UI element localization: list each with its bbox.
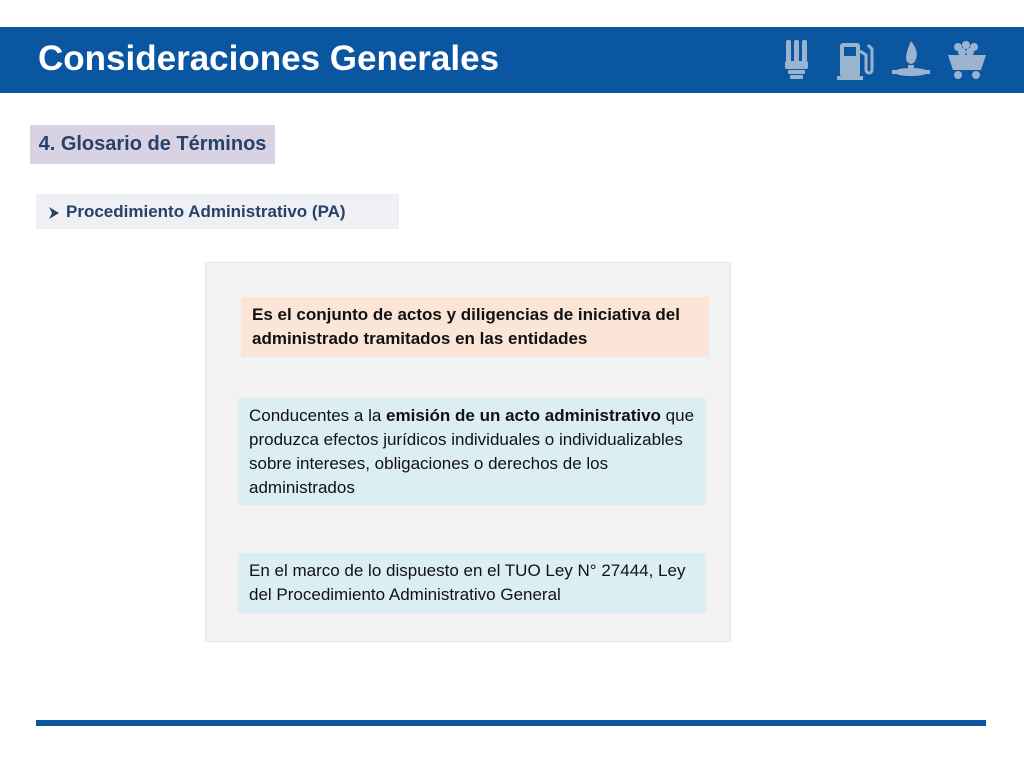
section-heading: 4. Glosario de Términos [30, 125, 275, 164]
conducentes-emphasis: emisión de un acto administrativo [386, 406, 661, 425]
marco-legal-box [238, 553, 706, 613]
term-label-text: Procedimiento Administrativo (PA) [66, 201, 346, 221]
conducentes-box [238, 398, 706, 505]
marco-legal-text: En el marco de lo dispuesto en el TUO Ley N° 27444, Ley del Procedimiento Administrativo General [249, 561, 686, 604]
fuel-pump-icon [832, 37, 878, 83]
header-icons [776, 35, 990, 85]
conducentes-suffix: que produzca efectos jurídicos individuales o individualizables sobre intereses, obligaciones o derechos de los administrados [249, 406, 695, 497]
gas-flame-icon [888, 37, 934, 83]
lightbulb-icon [776, 37, 822, 83]
header-bar [0, 27, 1024, 93]
term-heading [36, 194, 399, 229]
page-title: Consideraciones Generales [38, 39, 500, 78]
mine-cart-icon [944, 37, 990, 83]
arrow-bullet-icon [48, 205, 60, 219]
definition-box [241, 297, 709, 357]
footer-divider [36, 720, 986, 726]
definition-text: Es el conjunto de actos y diligencias de iniciativa del administrado tramitados en las entidades [252, 305, 680, 348]
conducentes-prefix: Conducentes a la [249, 406, 387, 425]
